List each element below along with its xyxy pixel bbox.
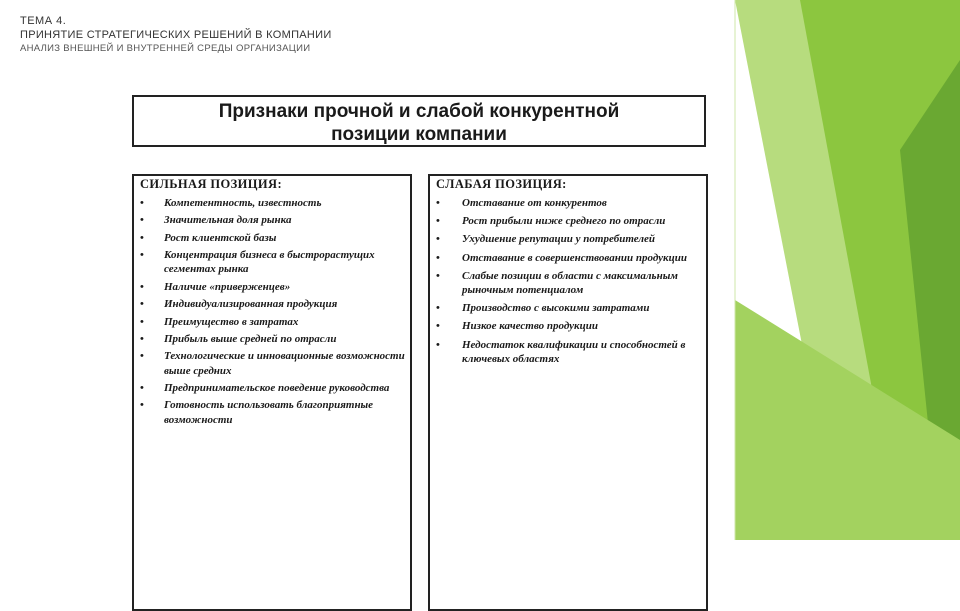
- list-item: • Рост клиентской базы: [134, 231, 410, 245]
- table-title: [132, 95, 706, 147]
- list-item: • Компетентность, известность: [134, 196, 410, 210]
- list-item: • Отставание от конкурентов: [430, 196, 706, 210]
- list-item: • Преимущество в затратах: [134, 315, 410, 329]
- list-item: • Отставание в совершенствовании продукции: [430, 251, 706, 265]
- weak-position-heading: СЛАБАЯ ПОЗИЦИЯ:: [436, 177, 567, 191]
- list-item: • Ухудшение репутации у потребителей: [430, 232, 706, 246]
- list-item: • Технологические и инновационные возможности выше средних: [134, 349, 410, 377]
- list-item: • Недостаток квалификации и способностей в ключевых областях: [430, 338, 706, 366]
- strong-position-heading: СИЛЬНАЯ ПОЗИЦИЯ:: [140, 177, 283, 191]
- topic-label: ТЕМА 4.: [20, 15, 67, 27]
- list-item: • Значительная доля рынка: [134, 213, 410, 227]
- list-item: • Прибыль выше средней по отрасли: [134, 332, 410, 346]
- strong-position-list: [134, 196, 410, 427]
- list-item: • Готовность использовать благоприятные возможности: [134, 398, 410, 426]
- table-title-line1: Признаки прочной и слабой конкурентной: [218, 101, 620, 122]
- list-item: • Концентрация бизнеса в быстрорастущих сегментах рынка: [134, 248, 410, 276]
- scanned-table: [128, 95, 714, 521]
- list-item: • Предпринимательское поведение руководства: [134, 381, 410, 395]
- slide-subtitle: АНАЛИЗ ВНЕШНЕЙ И ВНУТРЕННЕЙ СРЕДЫ ОРГАНИЗАЦИИ: [20, 42, 311, 54]
- strong-position-column: [132, 174, 412, 611]
- list-item: • Рост прибыли ниже среднего по отрасли: [430, 214, 706, 228]
- list-item: • Наличие «приверженцев»: [134, 280, 410, 294]
- weak-position-list: [430, 196, 706, 366]
- slide-title: ПРИНЯТИЕ СТРАТЕГИЧЕСКИХ РЕШЕНИЙ В КОМПАНИИ: [20, 29, 332, 42]
- weak-position-column: [428, 174, 708, 611]
- list-item: • Индивидуализированная продукция: [134, 297, 410, 311]
- slide-header: [20, 14, 332, 55]
- table-title-line2: позиции компании: [331, 124, 507, 145]
- list-item: • Слабые позиции в области с максимальным рыночным потенциалом: [430, 269, 706, 297]
- list-item: • Производство с высокими затратами: [430, 301, 706, 315]
- list-item: • Низкое качество продукции: [430, 319, 706, 333]
